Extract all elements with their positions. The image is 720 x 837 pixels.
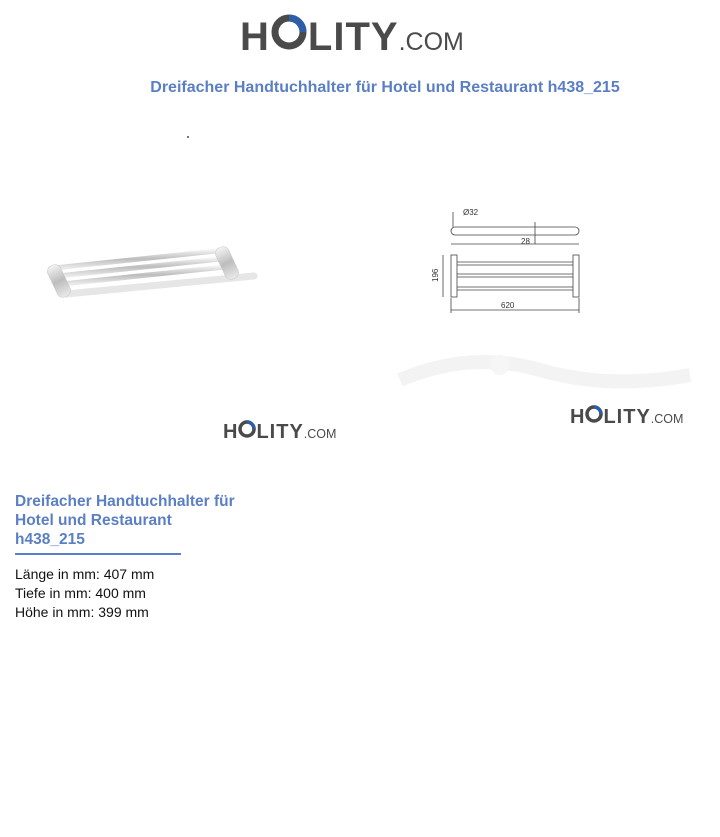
spec-length: Länge in mm: 407 mm <box>15 566 155 582</box>
width-label: 620 <box>501 301 515 310</box>
logo-text-h: H <box>240 15 270 59</box>
logo-o-icon <box>238 420 256 438</box>
logo-text-lity: LITY <box>256 421 304 443</box>
product-title-line: h438_215 <box>15 531 85 548</box>
title-underline <box>15 553 181 555</box>
product-title-line: Hotel und Restaurant <box>15 512 172 529</box>
holity-logo-small[interactable] <box>570 405 683 429</box>
logo-suffix: .COM <box>303 427 337 441</box>
logo-text-lity: LITY <box>603 406 651 428</box>
towel-rack-icon <box>45 245 254 300</box>
holity-logo-small[interactable] <box>223 420 336 444</box>
logo-text-lity: LITY <box>307 15 399 59</box>
product-specs <box>15 565 154 622</box>
spec-depth: Tiefe in mm: 400 mm <box>15 585 146 601</box>
spec-height: Höhe in mm: 399 mm <box>15 604 149 620</box>
product-title <box>15 492 275 549</box>
logo-text-h: H <box>223 421 239 443</box>
stray-dot <box>187 136 189 138</box>
logo-suffix: .COM <box>650 412 684 426</box>
logo-o-icon <box>271 14 307 50</box>
holity-logo[interactable] <box>240 14 464 60</box>
logo-suffix: .COM <box>398 28 464 56</box>
product-title-line: Dreifacher Handtuchhalter für <box>15 493 235 510</box>
depth-label: 28 <box>521 237 530 246</box>
product-image <box>40 240 270 310</box>
diameter-label: Ø32 <box>463 208 479 217</box>
height-label: 196 <box>431 268 440 282</box>
page-title: Dreifacher Handtuchhalter für Hotel und Restaurant h438_215 <box>150 79 620 96</box>
logo-text-h: H <box>570 406 586 428</box>
technical-drawing <box>425 200 595 320</box>
logo-o-icon <box>585 405 603 423</box>
